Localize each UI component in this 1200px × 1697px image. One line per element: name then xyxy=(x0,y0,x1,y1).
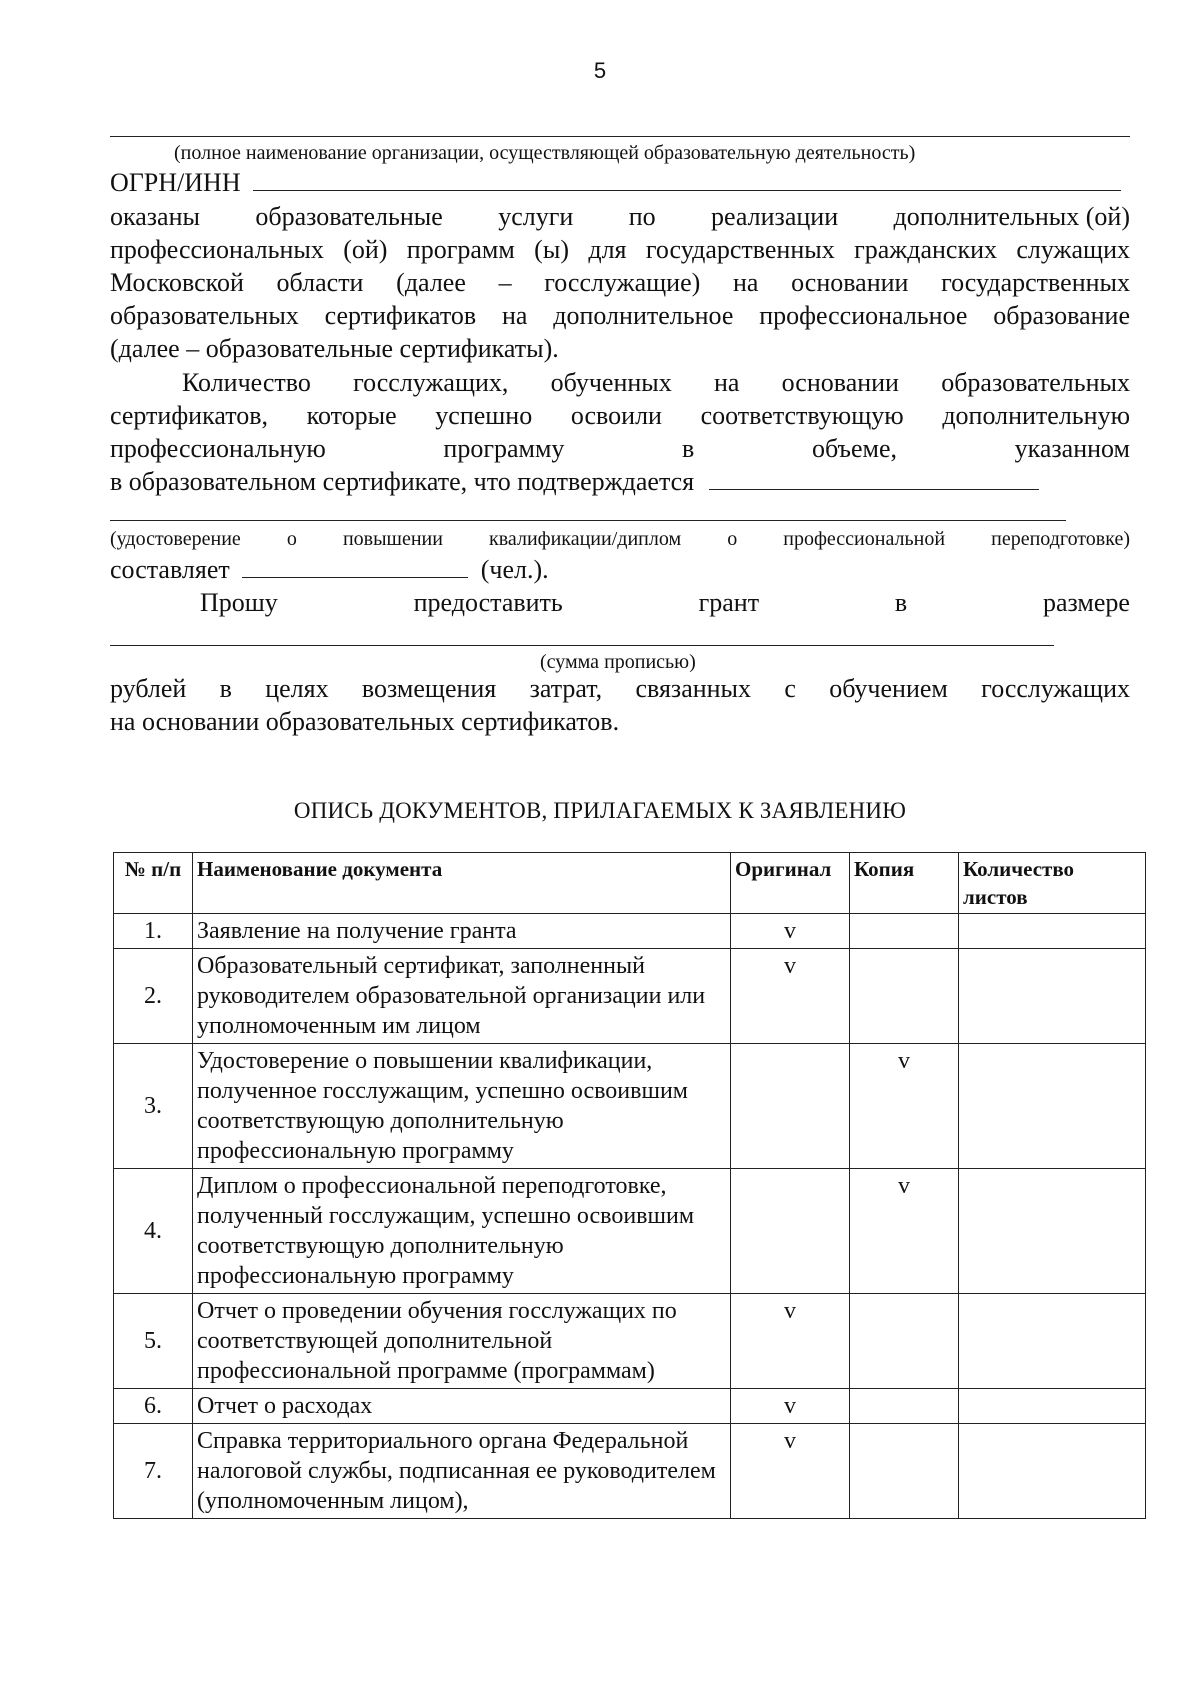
amount-row xyxy=(110,553,549,586)
word: услуги xyxy=(498,202,574,231)
sheets-count[interactable] xyxy=(959,1294,1146,1389)
table-row xyxy=(114,1044,1146,1169)
word: объеме, xyxy=(811,434,897,463)
paragraph-count xyxy=(110,366,1130,498)
paragraph-purpose xyxy=(110,672,1130,738)
original-mark[interactable]: v xyxy=(731,1424,850,1519)
para2-third-line xyxy=(110,432,1130,465)
sum-line xyxy=(110,645,1054,646)
amount-prefix: составляет xyxy=(110,555,230,584)
original-mark[interactable] xyxy=(731,1044,850,1169)
word: грант xyxy=(698,588,760,617)
word: профессиональную xyxy=(110,434,326,463)
table-row xyxy=(114,949,1146,1044)
sheets-count[interactable] xyxy=(959,949,1146,1044)
word: программу xyxy=(443,434,565,463)
table-row xyxy=(114,1169,1146,1294)
word: в xyxy=(682,434,695,463)
word: в xyxy=(894,588,908,617)
header-num: № п/п xyxy=(114,853,193,914)
text-line: на основании образовательных сертификатов. xyxy=(110,707,620,736)
documents-table xyxy=(113,852,1146,1519)
word: (удостоверение xyxy=(110,528,241,550)
original-mark[interactable] xyxy=(731,1169,850,1294)
sheets-count[interactable] xyxy=(959,1424,1146,1519)
header-name: Наименование документа xyxy=(193,853,731,914)
document-name: Удостоверение о повышении квалификации, полученное госслужащим, успешно освоившим соответствующую дополнительную профессиональную программу xyxy=(193,1044,731,1169)
sheets-count[interactable] xyxy=(959,1044,1146,1169)
word: Прошу xyxy=(200,588,278,617)
row-number: 2. xyxy=(114,949,193,1044)
ogrn-label: ОГРН/ИНН xyxy=(110,168,241,197)
copy-mark[interactable] xyxy=(850,1389,959,1424)
amount-field[interactable] xyxy=(242,577,468,578)
confirmation-field[interactable] xyxy=(709,489,1039,490)
page-number: 5 xyxy=(593,58,607,83)
header-copy: Копия xyxy=(850,853,959,914)
ogrn-field[interactable] xyxy=(253,190,1121,191)
original-mark[interactable]: v xyxy=(731,1294,850,1389)
paragraph-services xyxy=(110,200,1130,365)
word: образовательные xyxy=(255,202,443,231)
sheets-count[interactable] xyxy=(959,914,1146,949)
row-number: 1. xyxy=(114,914,193,949)
text-line: Количество госслужащих, обученных на основании образовательных xyxy=(182,368,1130,397)
header-original: Оригинал xyxy=(731,853,850,914)
document-name: Отчет о расходах xyxy=(193,1389,731,1424)
row-number: 7. xyxy=(114,1424,193,1519)
certificate-caption xyxy=(110,526,1130,552)
document-name: Диплом о профессиональной переподготовке, полученный госслужащим, успешно освоившим соответствующую дополнительную профессиональную программу xyxy=(193,1169,731,1294)
copy-mark[interactable]: v xyxy=(850,1169,959,1294)
table-row xyxy=(114,914,1146,949)
text-line: в образовательном сертификате, что подтверждается xyxy=(110,467,695,496)
copy-mark[interactable] xyxy=(850,1294,959,1389)
word: по xyxy=(628,202,656,231)
document-name: Справка территориального органа Федеральной налоговой службы, подписанная ее руководителем (уполномоченным лицом), xyxy=(193,1424,731,1519)
document-name: Заявление на получение гранта xyxy=(193,914,731,949)
table-row xyxy=(114,1389,1146,1424)
original-mark[interactable]: v xyxy=(731,949,850,1044)
copy-mark[interactable] xyxy=(850,1424,959,1519)
text-line: профессиональных (ой) программ (ы) для государственных гражданских служащих xyxy=(110,235,1130,264)
table-header-row xyxy=(114,853,1146,914)
copy-mark[interactable]: v xyxy=(850,1044,959,1169)
certificate-line xyxy=(110,520,1066,521)
word: о xyxy=(286,528,297,550)
table-row xyxy=(114,1294,1146,1389)
para2-last-line xyxy=(110,465,1130,498)
document-name: Образовательный сертификат, заполненный руководителем образовательной организации или уполномоченным им лицом xyxy=(193,949,731,1044)
table-row xyxy=(114,1424,1146,1519)
text-line: сертификатов, которые успешно освоили соответствующую дополнительную xyxy=(110,401,1130,430)
word: дополнительных (ой) xyxy=(893,202,1130,231)
row-number: 5. xyxy=(114,1294,193,1389)
word: профессиональной xyxy=(783,528,946,550)
org-name-line xyxy=(110,136,1130,137)
word: указанном xyxy=(1014,434,1130,463)
word: переподготовке) xyxy=(991,528,1130,550)
text-line: образовательных сертификатов на дополнительное профессиональное образование xyxy=(110,301,1130,330)
row-number: 3. xyxy=(114,1044,193,1169)
original-mark[interactable]: v xyxy=(731,1389,850,1424)
text-line: рублей в целях возмещения затрат, связанных с обучением госслужащих xyxy=(110,674,1130,703)
row-number: 6. xyxy=(114,1389,193,1424)
row-number: 4. xyxy=(114,1169,193,1294)
org-caption: (полное наименование организации, осуществляющей образовательную деятельность) xyxy=(174,142,916,164)
word: оказаны xyxy=(110,202,200,231)
word: предоставить xyxy=(413,588,563,617)
text-line: Московской области (далее – госслужащие) на основании государственных xyxy=(110,268,1130,297)
grant-request-line xyxy=(200,586,1130,619)
word: о xyxy=(727,528,738,550)
original-mark[interactable]: v xyxy=(731,914,850,949)
sheets-count[interactable] xyxy=(959,1389,1146,1424)
sheets-count[interactable] xyxy=(959,1169,1146,1294)
amount-suffix: (чел.). xyxy=(480,555,549,584)
text-line: (далее – образовательные сертификаты). xyxy=(110,334,559,363)
table-title: ОПИСЬ ДОКУМЕНТОВ, ПРИЛАГАЕМЫХ К ЗАЯВЛЕНИЮ xyxy=(293,798,907,823)
ogrn-row xyxy=(110,166,1130,199)
sum-caption: (сумма прописью) xyxy=(540,651,696,673)
word: размере xyxy=(1042,588,1130,617)
word: повышении xyxy=(342,528,443,550)
para1-first-line xyxy=(110,200,1130,233)
word: реализации xyxy=(711,202,839,231)
word: квалификации/диплом xyxy=(489,528,682,550)
copy-mark[interactable] xyxy=(850,949,959,1044)
copy-mark[interactable] xyxy=(850,914,959,949)
document-name: Отчет о проведении обучения госслужащих по соответствующей дополнительной профессиональной программе (программам) xyxy=(193,1294,731,1389)
header-sheets: Количество листов xyxy=(959,853,1146,914)
